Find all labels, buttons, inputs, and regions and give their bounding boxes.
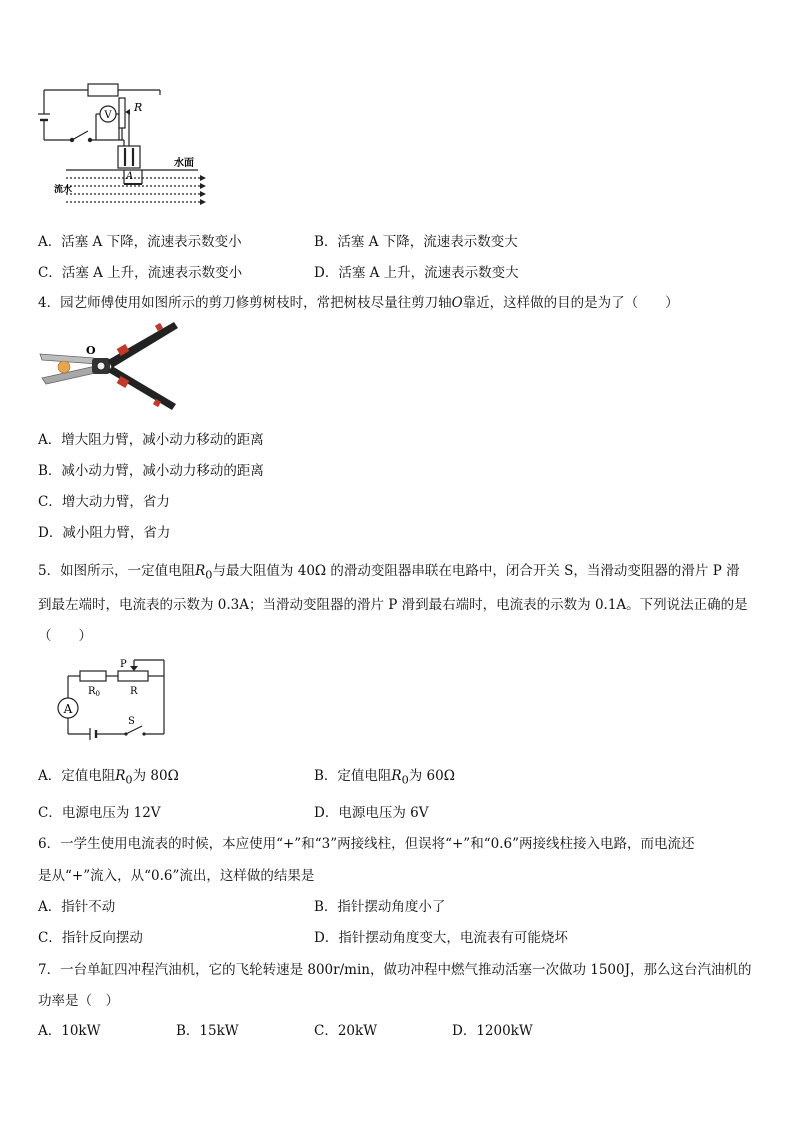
piston-label: A <box>126 171 134 182</box>
q6-option-c: C．指针反向摆动 <box>38 930 143 946</box>
q6-stem-line2: 是从“+”流入，从“0.6”流出，这样做的结果是 <box>38 868 315 884</box>
q5-option-d: D．电源电压为 6V <box>314 805 429 821</box>
q5-option-b-part1: B．定值电阻 <box>314 768 392 784</box>
q3-flow-meter-figure <box>38 78 208 213</box>
q7-option-c: C．20kW <box>314 1023 378 1039</box>
pivot-o-label: O <box>86 344 96 357</box>
q4-stem-part1: 4．园艺师傅使用如图所示的剪刀修剪树枝时，常把树枝尽量往剪刀轴 <box>38 295 452 311</box>
q5-circuit-figure <box>50 656 170 746</box>
water-surface-label: 水面 <box>174 158 194 169</box>
q6-option-a: A．指针不动 <box>38 899 116 915</box>
q5-r0-var: R <box>195 563 206 579</box>
q7-option-d: D．1200kW <box>452 1023 533 1039</box>
q5-r0-sub: 0 <box>205 568 213 582</box>
q5-option-a-part1: A．定值电阻 <box>38 768 116 784</box>
q5-stem-line2: 到最左端时，电流表的示数为 0.3A；当滑动变阻器的滑片 P 滑到最右端时，电流表的示数为 0.1A。下列说法正确的是 <box>38 597 748 613</box>
q7-option-a: A．10kW <box>38 1023 101 1039</box>
q3-option-b: B．活塞 A 下降，流速表示数变大 <box>314 234 518 250</box>
q5-stem-line3: （ ） <box>38 628 92 644</box>
slider-p-label: P <box>120 659 127 670</box>
ammeter-label: A <box>63 702 73 716</box>
q5-option-a-var: R <box>115 768 126 784</box>
q5-option-a <box>38 764 179 787</box>
rheostat-r-label: R <box>130 686 138 697</box>
q4-stem-part2: 靠近，这样做的目的是为了（ ） <box>462 295 679 311</box>
q4-option-c: C．增大动力臂，省力 <box>38 494 170 510</box>
q5-option-b-part2: 为 60Ω <box>408 768 455 784</box>
q5-option-c: C．电源电压为 12V <box>38 805 161 821</box>
r0-label-sub: 0 <box>95 690 100 698</box>
q5-option-a-sub: 0 <box>125 773 133 787</box>
q6-option-d: D．指针摆动角度变大，电流表有可能烧坏 <box>314 930 568 946</box>
q5-stem-part1: 5．如图所示，一定值电阻 <box>38 563 196 579</box>
q4-option-b: B．减小动力臂，减小动力移动的距离 <box>38 463 264 479</box>
r0-label-main: R <box>88 686 96 697</box>
q3-option-a: A．活塞 A 下降，流速表示数变小 <box>38 234 242 250</box>
q6-stem-line1: 6．一学生使用电流表的时候，本应使用“+”和“3”两接线柱，但误将“+”和“0.6”两接线柱接入电路，而电流还 <box>38 836 695 852</box>
switch-s-label: S <box>128 716 135 727</box>
r0-label <box>88 686 100 698</box>
q6-option-b: B．指针摆动角度小了 <box>314 899 446 915</box>
q7-stem-line2: 功率是（ ） <box>38 993 119 1009</box>
rheostat-label: R <box>134 101 143 114</box>
q4-stem <box>38 291 679 311</box>
q4-option-a: A．增大阻力臂，减小动力移动的距离 <box>38 432 264 448</box>
q3-option-d: D．活塞 A 上升，流速表示数变大 <box>314 265 519 281</box>
q3-option-c: C．活塞 A 上升，流速表示数变小 <box>38 265 243 281</box>
q5-stem-line1 <box>38 559 740 582</box>
q4-pruning-shears-figure <box>38 316 184 416</box>
q5-option-a-part2: 为 80Ω <box>132 768 179 784</box>
q5-option-b-var: R <box>391 768 402 784</box>
voltmeter-label: V <box>104 110 112 121</box>
q5-stem-part2: 与最大阻值为 40Ω 的滑动变阻器串联在电路中，闭合开关 S，当滑动变阻器的滑片 P 滑 <box>212 563 740 579</box>
q7-stem-line1: 7．一台单缸四冲程汽油机，它的飞轮转速是 800r/min，做功冲程中燃气推动活塞一次做功 1500J，那么这台汽油机的 <box>38 962 752 978</box>
q5-option-b <box>314 764 455 787</box>
flow-label: 流水 <box>54 185 73 195</box>
q5-option-b-sub: 0 <box>401 773 409 787</box>
q4-option-d: D．减小阻力臂，省力 <box>38 525 171 541</box>
q7-option-b: B．15kW <box>176 1023 239 1039</box>
q4-stem-var: O <box>451 295 463 311</box>
